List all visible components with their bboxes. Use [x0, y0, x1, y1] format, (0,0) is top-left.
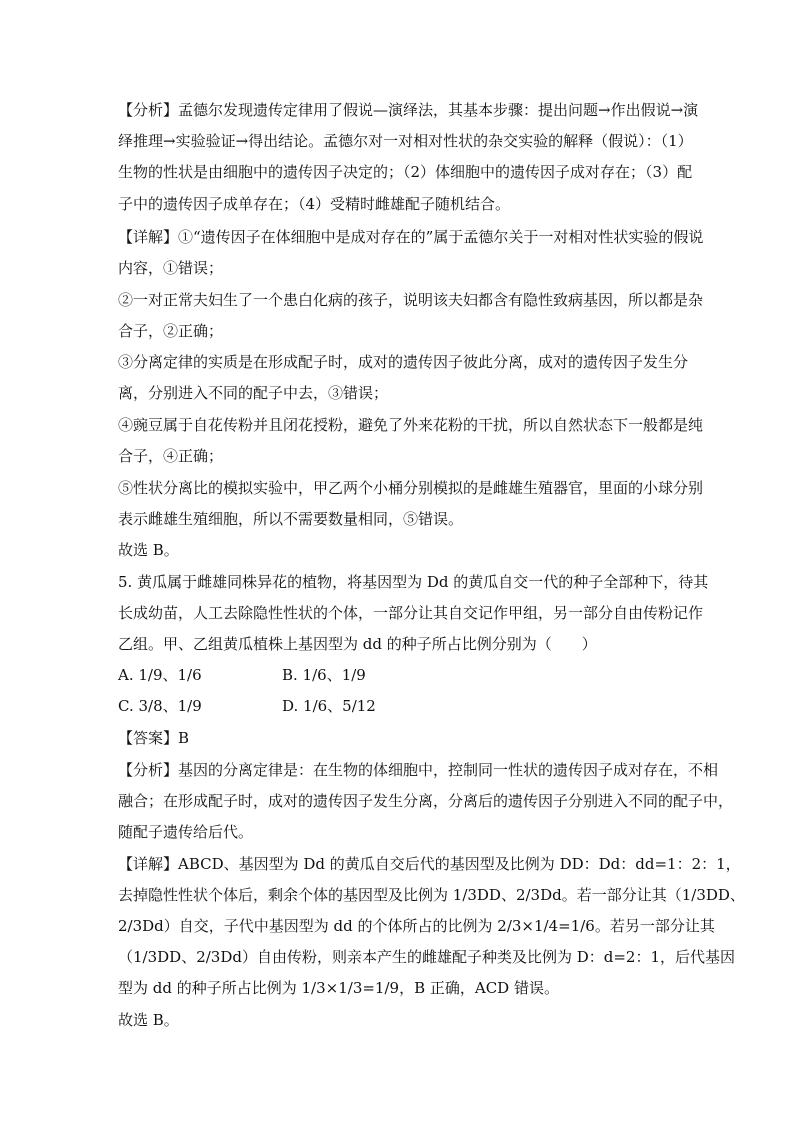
question-5-line: 5. 黄瓜属于雌雄同株异花的植物，将基因型为 Dd 的黄瓜自交一代的种子全部种下，待其	[118, 573, 709, 591]
option-d: D. 1/6、5/12	[282, 697, 376, 715]
analysis2-line: 【分析】基因的分离定律是：在生物的体细胞中，控制同一性状的遗传因子成对存在，不相	[118, 761, 719, 779]
option-b: B. 1/6、1/9	[282, 666, 366, 684]
detail2-line: 【详解】ABCD、基因型为 Dd 的黄瓜自交后代的基因型及比例为 DD：Dd：dd=1：2：1，	[118, 855, 741, 873]
analysis2-line: 融合；在形成配子时，成对的遗传因子发生分离，分离后的遗传因子分别进入不同的配子中，	[118, 792, 734, 810]
analysis2-line: 随配子遗传给后代。	[118, 823, 254, 841]
answer-line: 【答案】B	[118, 729, 190, 747]
question-5-line: 长成幼苗，人工去除隐性性状的个体，一部分让其自交记作甲组，另一部分自由传粉记作	[118, 604, 704, 622]
detail-paragraph-line: 【详解】①“遗传因子在体细胞中是成对存在的”属于孟德尔关于一对相对性状实验的假说	[118, 228, 704, 246]
detail-item-2-line: ②一对正常夫妇生了一个患白化病的孩子，说明该夫妇都含有隐性致病基因，所以都是杂	[118, 291, 704, 309]
detail-item-3-line: 离，分别进入不同的配子中去，③错误；	[118, 384, 389, 402]
detail-item-4-line: ④豌豆属于自花传粉并且闭花授粉，避免了外来花粉的干扰，所以自然状态下一般都是纯	[118, 416, 704, 434]
detail-item-4-line: 合子，④正确；	[118, 447, 224, 465]
conclusion2-line: 故选 B。	[118, 1011, 179, 1029]
detail-paragraph-line: 内容，①错误；	[118, 259, 224, 277]
analysis-paragraph-line: 绎推理→实验验证→得出结论。孟德尔对一对相对性状的杂交实验的解释（假说）：（1）	[118, 132, 693, 150]
detail-item-2-line: 合子，②正确；	[118, 322, 224, 340]
option-a: A. 1/9、1/6	[118, 666, 202, 684]
detail2-line: 型为 dd 的种子所占比例为 1/3×1/3=1/9，B 正确，ACD 错误。	[118, 979, 559, 997]
analysis-paragraph-line: 【分析】孟德尔发现遗传定律用了假说—演绎法，其基本步骤：提出问题→作出假说→演	[118, 101, 699, 119]
option-c: C. 3/8、1/9	[118, 697, 202, 715]
detail2-line: 2/3Dd）自交，子代中基因型为 dd 的个体所占的比例为 2/3×1/4=1/6。若另一部分让其	[118, 917, 715, 935]
analysis-paragraph-line: 子中的遗传因子成单存在；（4）受精时雌雄配子随机结合。	[118, 195, 511, 213]
analysis-paragraph-line: 生物的性状是由细胞中的遗传因子决定的；（2）体细胞中的遗传因子成对存在；（3）配	[118, 163, 693, 181]
conclusion-line: 故选 B。	[118, 541, 179, 559]
detail-item-5-line: 表示雌雄生殖细胞，所以不需要数量相同，⑤错误。	[118, 510, 464, 528]
detail2-line: （1/3DD、2/3Dd）自由传粉，则亲本产生的雌雄配子种类及比例为 D：d=2：1，后代基因	[118, 948, 736, 966]
detail2-line: 去掉隐性性状个体后，剩余个体的基因型及比例为 1/3DD、2/3Dd。若一部分让其（1/3DD、	[118, 886, 745, 904]
detail-item-5-line: ⑤性状分离比的模拟实验中，甲乙两个小桶分别模拟的是雌雄生殖器官，里面的小球分别	[118, 479, 704, 497]
detail-item-3-line: ③分离定律的实质是在形成配子时，成对的遗传因子彼此分离，成对的遗传因子发生分	[118, 353, 689, 371]
question-5-line: 乙组。甲、乙组黄瓜植株上基因型为 dd 的种子所占比例分别为（ ）	[118, 635, 597, 653]
